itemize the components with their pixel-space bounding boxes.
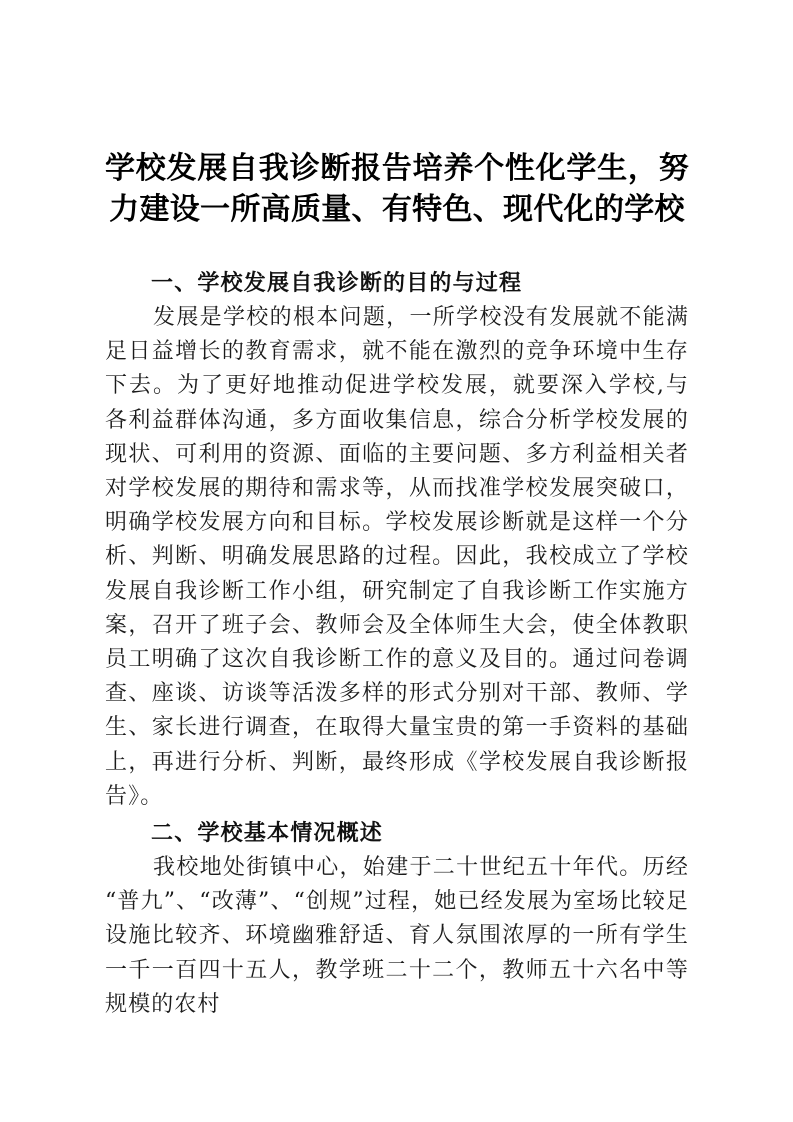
section-2-paragraph-1: 我校地处街镇中心，始建于二十世纪五十年代。历经“普九”、“改薄”、“创规”过程，她已经发展为室场比较足设施比较齐、环境幽雅舒适、育人氛围浓厚的一所有学生一千一百四十五人，教学班二十二个，教师五十六名中等规模的农村: [105, 855, 689, 1017]
title-body-spacer: [105, 230, 689, 266]
section-1-paragraph-1: 发展是学校的根本问题，一所学校没有发展就不能满足日益增长的教育需求，就不能在激烈的竞争环境中生存下去。为了更好地推动促进学校发展，就要深入学校,与各利益群体沟通，多方面收集信息，综合分析学校发展的现状、可利用的资源、面临的主要问题、多方利益相关者对学校发展的期待和需求等，从而找准学校发展突破口，明确学校发展方向和目标。学校发展诊断就是这样一个分析、判断、明确发展思路的过程。因此，我校成立了学校发展自我诊断工作小组，研究制定了自我诊断工作实施方案，召开了班子会、教师会及全体师生大会，使全体教职员工明确了这次自我诊断工作的意义及目的。通过问卷调查、座谈、访谈等活泼多样的形式分别对干部、教师、学生、家长进行调查，在取得大量宝贵的第一手资料的基础上，再进行分析、判断，最终形成《学校发展自我诊断报告》。: [105, 305, 689, 809]
document-content: [105, 148, 689, 1022]
section-heading-1: 一、学校发展自我诊断的目的与过程: [151, 270, 523, 296]
section-heading-2: 二、学校基本情况概述: [151, 820, 384, 847]
page-title: 学校发展自我诊断报告培养个性化学生，努力建设一所高质量、有特色、现代化的学校: [105, 151, 689, 227]
